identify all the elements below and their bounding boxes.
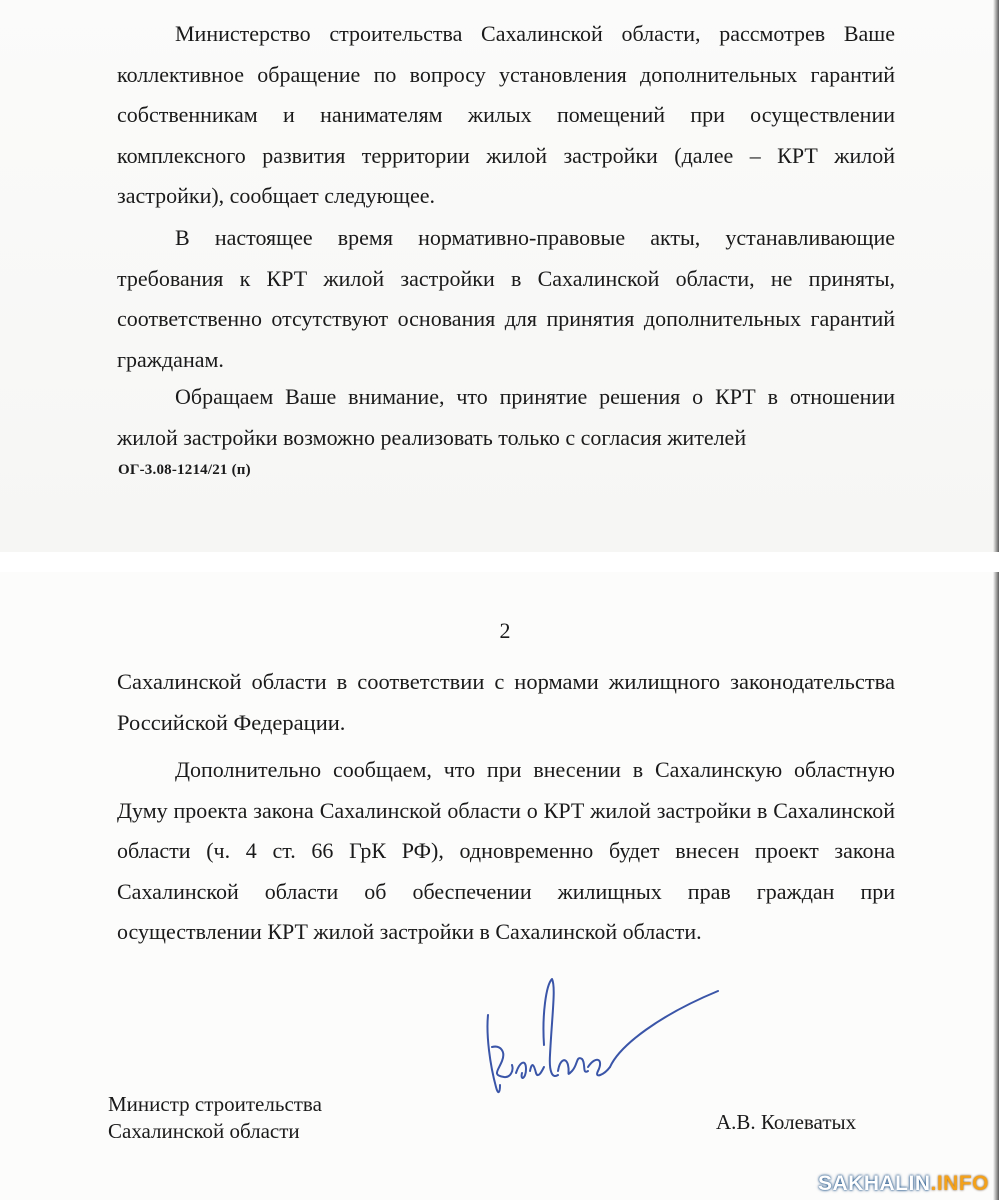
handwritten-signature	[470, 975, 720, 1105]
document-reference: ОГ-3.08-1214/21 (п)	[118, 462, 251, 478]
signer-name: А.В. Колеватых	[716, 1110, 857, 1134]
paragraph-consent: Обращаем Ваше внимание, что принятие решения о КРТ в отношении жилой застройки возможно реализовать только с согласия жителей	[117, 384, 895, 450]
signer-position	[108, 1091, 322, 1145]
signer-position-line1: Министр строительства	[108, 1092, 322, 1116]
watermark-main: SAKHALIN	[818, 1172, 931, 1195]
paragraph-continuation: Сахалинской области в соответствии с нормами жилищного законодательства Российской Федерации.	[117, 669, 895, 735]
page-number: 2	[499, 618, 511, 643]
page-gap	[0, 552, 999, 572]
sakhalin-info-watermark	[818, 1172, 989, 1196]
paragraph-intro: Министерство строительства Сахалинской области, рассмотрев Ваше коллективное обращение по вопросу установления дополнительных гарантий собственникам и нанимателям жилых помещений при осуществлении комплексного развития территории жилой застройки (далее – КРТ жилой застройки), сообщает следующее.	[117, 21, 895, 208]
signer-position-line2: Сахалинской области	[108, 1119, 300, 1143]
paragraph-additional: Дополнительно сообщаем, что при внесении в Сахалинскую областную Думу проекта закона Сахалинской области о КРТ жилой застройки в Сахалинской области (ч. 4 ст. 66 ГрК РФ), одновременно будет внесен проект закона Сахалинской области об обеспечении жилищных прав граждан при осуществлении КРТ жилой застройки в Сахалинской области.	[117, 757, 895, 944]
scan-edge-shadow	[993, 572, 999, 1200]
scan-edge-shadow	[993, 0, 999, 552]
watermark-suffix: .INFO	[930, 1172, 989, 1195]
paragraph-no-acts: В настоящее время нормативно-правовые акты, устанавливающие требования к КРТ жилой застройки в Сахалинской области, не приняты, соответственно отсутствуют основания для принятия дополнительных гарантий гражданам.	[117, 225, 895, 372]
